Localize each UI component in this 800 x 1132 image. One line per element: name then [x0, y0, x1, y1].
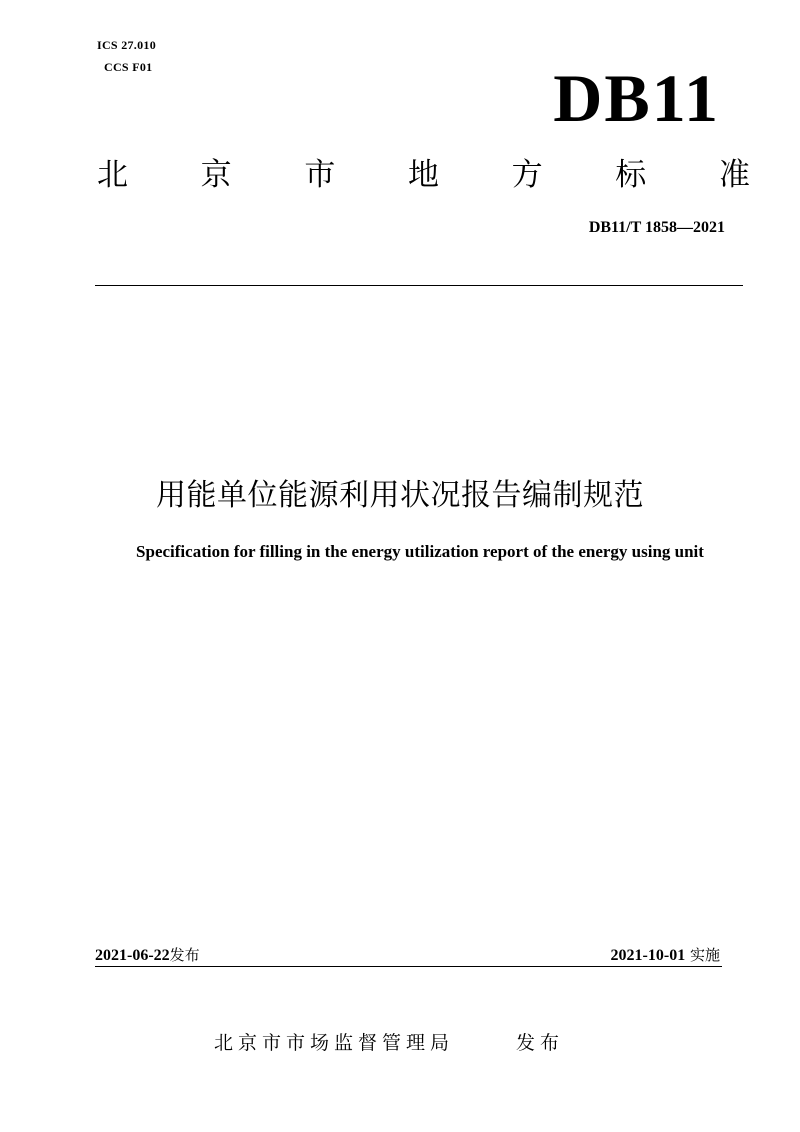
- release-label: 发布: [169, 946, 200, 964]
- standard-type-char: 京: [200, 157, 232, 193]
- standard-type-char: 北: [97, 157, 128, 193]
- ccs-code: CCS F01: [104, 60, 153, 74]
- title-english: Specification for filling in the energy utilization report of the energy using unit: [136, 542, 704, 561]
- implement-label: 实施: [689, 946, 720, 964]
- release-date: 2021-06-22: [95, 947, 170, 964]
- implement-info: [611, 944, 720, 965]
- issuer-action: 发布: [516, 1032, 565, 1054]
- standard-type-char: 准: [718, 157, 750, 193]
- implement-date: 2021-10-01: [610, 947, 686, 964]
- release-info: [95, 944, 200, 965]
- standard-type-char: 市: [304, 157, 336, 193]
- issuer-name: 北京市市场监督管理局: [214, 1032, 455, 1054]
- standard-type: [97, 155, 750, 195]
- top-divider: [95, 285, 743, 286]
- standard-number: DB11/T 1858—2021: [588, 219, 725, 236]
- standard-type-char: 标: [615, 157, 647, 193]
- title-chinese: 用能单位能源利用状况报告编制规范: [156, 478, 644, 513]
- bottom-divider: [95, 966, 722, 967]
- issuer-row: [214, 1028, 564, 1056]
- date-row: [95, 944, 720, 966]
- ics-code: ICS 27.010: [97, 38, 157, 52]
- standard-type-char: 方: [511, 157, 543, 193]
- standard-type-char: 地: [407, 157, 439, 193]
- standard-code: DB11: [553, 60, 720, 136]
